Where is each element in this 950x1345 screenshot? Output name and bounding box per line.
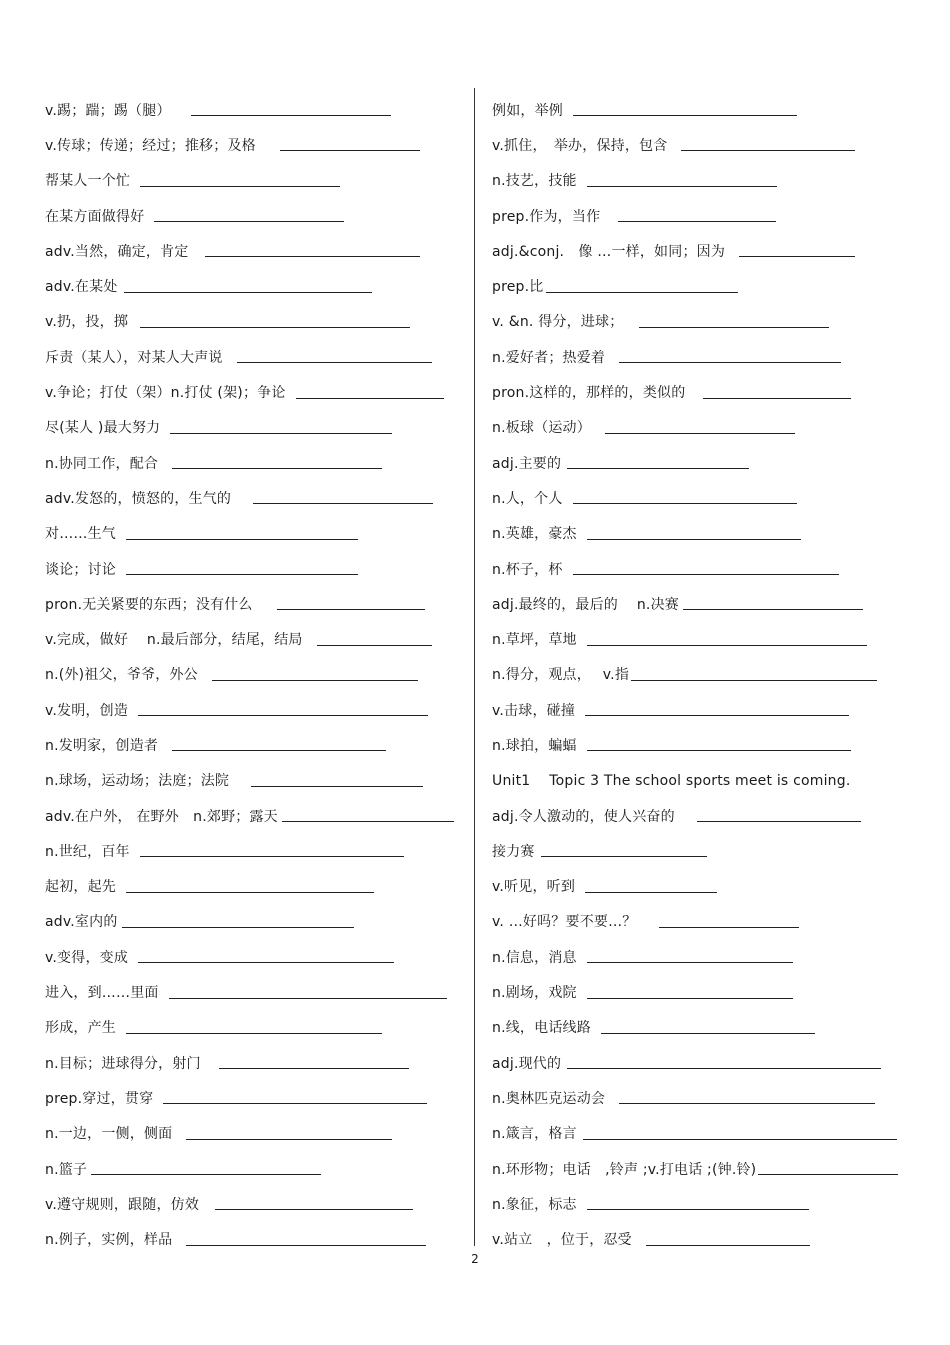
vocab-label: n.爱好者；热爱着 <box>492 349 606 366</box>
vocab-item <box>45 198 465 233</box>
vocab-item <box>492 1116 912 1151</box>
vocab-label: v.发明，创造 <box>45 702 129 719</box>
vocab-item <box>45 551 465 586</box>
vocab-item <box>45 1045 465 1080</box>
vocab-item <box>492 586 912 621</box>
vocab-label: n.篮子 <box>45 1161 88 1178</box>
answer-blank[interactable] <box>541 856 707 857</box>
vocab-item <box>492 798 912 833</box>
answer-blank[interactable] <box>739 256 855 257</box>
vocab-label: prep.作为，当作 <box>492 208 601 225</box>
vocab-item <box>45 763 465 798</box>
vocab-label: n.信息，消息 <box>492 949 577 966</box>
answer-blank[interactable] <box>170 433 392 434</box>
answer-blank[interactable] <box>126 574 358 575</box>
vocab-label: prep.穿过，贯穿 <box>45 1090 154 1107</box>
answer-blank[interactable] <box>587 998 793 999</box>
answer-blank[interactable] <box>619 1103 875 1104</box>
answer-blank[interactable] <box>186 1245 426 1246</box>
unit-heading <box>492 763 912 798</box>
answer-blank[interactable] <box>587 750 851 751</box>
answer-blank[interactable] <box>124 292 372 293</box>
vocab-label: adv.在某处 <box>45 279 118 296</box>
vocab-label: v.踢；踹；踢（腿） <box>45 102 171 119</box>
answer-blank[interactable] <box>140 856 404 857</box>
vocab-item <box>492 692 912 727</box>
vocab-label: adj.&conj. 像 …一样，如同；因为 <box>492 243 726 260</box>
answer-blank[interactable] <box>237 362 432 363</box>
vocab-item <box>45 445 465 480</box>
answer-blank[interactable] <box>154 221 344 222</box>
vocab-item <box>45 374 465 409</box>
vocab-label: 帮某人一个忙 <box>45 173 131 190</box>
vocab-label: 斥责（某人），对某人大声说 <box>45 349 223 366</box>
vocab-label: v.传球；传递；经过；推移；及格 <box>45 137 256 154</box>
vocab-label: n.人，个人 <box>492 490 563 507</box>
vocab-label: adv.在户外， 在野外 n.郊野；露天 <box>45 808 278 825</box>
answer-blank[interactable] <box>585 892 717 893</box>
answer-blank[interactable] <box>567 1068 881 1069</box>
answer-blank[interactable] <box>251 786 423 787</box>
vocab-label: n.剧场，戏院 <box>492 985 577 1002</box>
answer-blank[interactable] <box>191 115 391 116</box>
vocab-item <box>492 516 912 551</box>
vocab-item <box>492 445 912 480</box>
answer-blank[interactable] <box>646 1245 810 1246</box>
answer-blank[interactable] <box>280 150 420 151</box>
vocab-label: adv.发怒的，愤怒的，生气的 <box>45 490 232 507</box>
answer-blank[interactable] <box>186 1139 392 1140</box>
vocab-label: adv.当然，确定，肯定 <box>45 243 189 260</box>
answer-blank[interactable] <box>215 1209 413 1210</box>
answer-blank[interactable] <box>277 609 425 610</box>
answer-blank[interactable] <box>587 962 793 963</box>
vocab-label: 谈论；讨论 <box>45 561 116 578</box>
vocab-item <box>45 727 465 762</box>
vocab-label: v.变得，变成 <box>45 949 129 966</box>
answer-blank[interactable] <box>585 715 849 716</box>
vocab-label: n.协同工作，配合 <box>45 455 159 472</box>
vocab-label: n.技艺，技能 <box>492 173 577 190</box>
vocab-item <box>45 92 465 127</box>
vocab-item <box>45 586 465 621</box>
vocab-label: n.箴言，格言 <box>492 1126 577 1143</box>
answer-blank[interactable] <box>205 256 420 257</box>
vocab-item <box>45 657 465 692</box>
vocab-label: n.线，电话线路 <box>492 1020 591 1037</box>
unit-heading-text: Unit1 Topic 3 The school sports meet is coming. <box>492 773 851 790</box>
answer-blank[interactable] <box>138 715 428 716</box>
answer-blank[interactable] <box>172 468 382 469</box>
vocab-item <box>492 904 912 939</box>
vocab-label: n.英雄，豪杰 <box>492 526 577 543</box>
vocab-item <box>45 692 465 727</box>
answer-blank[interactable] <box>697 821 861 822</box>
vocab-item <box>45 339 465 374</box>
vocab-item <box>45 480 465 515</box>
answer-blank[interactable] <box>163 1103 427 1104</box>
vocab-label: n.得分，观点， v.指 <box>492 667 630 684</box>
answer-blank[interactable] <box>573 574 839 575</box>
vocab-label: 接力赛 <box>492 843 535 860</box>
vocab-label: v.完成，做好 n.最后部分，结尾，结局 <box>45 632 303 649</box>
answer-blank[interactable] <box>573 503 797 504</box>
answer-blank[interactable] <box>140 186 340 187</box>
vocab-item <box>45 516 465 551</box>
vocab-item <box>492 92 912 127</box>
answer-blank[interactable] <box>122 927 354 928</box>
answer-blank[interactable] <box>91 1174 321 1175</box>
vocab-label: adj.令人激动的，使人兴奋的 <box>492 808 675 825</box>
vocab-item <box>45 1151 465 1186</box>
vocab-item <box>492 657 912 692</box>
vocab-item <box>492 410 912 445</box>
vocab-item <box>492 974 912 1009</box>
vocab-item <box>45 304 465 339</box>
vocab-item <box>492 304 912 339</box>
vocab-label: n.例子，实例，样品 <box>45 1232 173 1249</box>
vocab-item <box>492 1080 912 1115</box>
vocab-label: 在某方面做得好 <box>45 208 145 225</box>
vocab-item <box>492 268 912 303</box>
vocab-label: 形成，产生 <box>45 1020 116 1037</box>
answer-blank[interactable] <box>253 503 433 504</box>
vocab-label: n.球拍，蝙蝠 <box>492 737 577 754</box>
vocab-label: n.草坪，草地 <box>492 632 577 649</box>
answer-blank[interactable] <box>601 1033 815 1034</box>
vocab-label: adv.室内的 <box>45 914 118 931</box>
vocab-label: v. &n. 得分，进球； <box>492 314 624 331</box>
vocab-item <box>45 904 465 939</box>
vocab-label: v.站立 ，位于，忍受 <box>492 1232 632 1249</box>
vocab-label: n.球场，运动场；法庭；法院 <box>45 773 230 790</box>
vocab-label: adj.现代的 <box>492 1055 562 1072</box>
answer-blank[interactable] <box>169 998 447 999</box>
vocab-label: n.环形物；电话 ,铃声 ;v.打电话 ;(钟.铃) <box>492 1161 757 1178</box>
vocab-label: 尽(某人 )最大努力 <box>45 420 161 437</box>
vocab-item <box>45 233 465 268</box>
vocab-item <box>45 410 465 445</box>
answer-blank[interactable] <box>219 1068 409 1069</box>
vocab-item <box>492 374 912 409</box>
vocab-item <box>45 163 465 198</box>
vocab-item <box>45 833 465 868</box>
vocab-label: v.听见，听到 <box>492 879 576 896</box>
vocab-item <box>45 268 465 303</box>
vocab-item <box>492 727 912 762</box>
answer-blank[interactable] <box>587 186 777 187</box>
answer-blank[interactable] <box>605 433 795 434</box>
answer-blank[interactable] <box>681 150 855 151</box>
vocab-label: pron.这样的，那样的，类似的 <box>492 385 686 402</box>
answer-blank[interactable] <box>758 1174 898 1175</box>
vocab-item <box>45 798 465 833</box>
vocab-label: v.抓住， 举办，保持，包含 <box>492 137 668 154</box>
answer-blank[interactable] <box>126 539 358 540</box>
vocab-label: v.遵守规则，跟随，仿效 <box>45 1196 200 1213</box>
answer-blank[interactable] <box>639 327 829 328</box>
answer-blank[interactable] <box>317 645 432 646</box>
answer-blank[interactable] <box>703 398 851 399</box>
answer-blank[interactable] <box>546 292 738 293</box>
vocab-label: adj.最终的，最后的 n.决赛 <box>492 596 679 613</box>
vocab-label: n.一边，一侧，侧面 <box>45 1126 173 1143</box>
right-vocab-column <box>492 92 912 1257</box>
vocab-label: 对……生气 <box>45 526 116 543</box>
left-vocab-column <box>45 92 465 1257</box>
vocab-label: v.击球，碰撞 <box>492 702 576 719</box>
answer-blank[interactable] <box>583 1139 897 1140</box>
vocab-item <box>492 480 912 515</box>
vocab-item <box>492 869 912 904</box>
vocab-label: 进入，到……里面 <box>45 985 159 1002</box>
answer-blank[interactable] <box>619 362 841 363</box>
vocab-item <box>492 127 912 162</box>
column-divider <box>474 88 475 1246</box>
vocab-label: prep.比 <box>492 279 544 296</box>
vocab-item <box>45 1186 465 1221</box>
vocab-label: n.目标；进球得分，射门 <box>45 1055 201 1072</box>
vocab-item <box>492 198 912 233</box>
answer-blank[interactable] <box>172 750 386 751</box>
answer-blank[interactable] <box>587 645 867 646</box>
vocab-label: adj.主要的 <box>492 455 562 472</box>
answer-blank[interactable] <box>587 539 801 540</box>
vocab-item <box>492 1151 912 1186</box>
vocab-item <box>492 339 912 374</box>
answer-blank[interactable] <box>631 680 877 681</box>
answer-blank[interactable] <box>567 468 749 469</box>
vocab-item <box>492 233 912 268</box>
answer-blank[interactable] <box>659 927 799 928</box>
answer-blank[interactable] <box>138 962 394 963</box>
answer-blank[interactable] <box>140 327 410 328</box>
answer-blank[interactable] <box>296 398 444 399</box>
vocab-item <box>492 939 912 974</box>
answer-blank[interactable] <box>618 221 776 222</box>
vocab-label: 起初，起先 <box>45 879 116 896</box>
vocab-item <box>45 1010 465 1045</box>
vocab-label: v.争论；打仗（架）n.打仗 (架)；争论 <box>45 385 286 402</box>
vocab-item <box>45 974 465 1009</box>
answer-blank[interactable] <box>683 609 863 610</box>
answer-blank[interactable] <box>573 115 797 116</box>
vocab-label: n.杯子，杯 <box>492 561 563 578</box>
vocab-label: n.(外)祖父，爷爷，外公 <box>45 667 198 684</box>
vocab-item <box>492 163 912 198</box>
vocab-item <box>45 1080 465 1115</box>
vocab-item <box>45 1116 465 1151</box>
answer-blank[interactable] <box>282 821 454 822</box>
vocab-item <box>492 621 912 656</box>
vocab-item <box>45 939 465 974</box>
vocab-item <box>492 1045 912 1080</box>
vocab-item <box>492 551 912 586</box>
vocab-label: pron.无关紧要的东西；没有什么 <box>45 596 253 613</box>
vocab-item <box>45 127 465 162</box>
vocab-label: n.世纪，百年 <box>45 843 130 860</box>
page-number: 2 <box>471 1252 479 1266</box>
vocab-label: 例如，举例 <box>492 102 563 119</box>
vocab-label: n.板球（运动） <box>492 420 591 437</box>
answer-blank[interactable] <box>212 680 418 681</box>
vocab-label: v. …好吗？要不要…？ <box>492 914 637 931</box>
vocab-item <box>45 869 465 904</box>
vocab-item <box>492 1010 912 1045</box>
vocab-label: v.扔，投，掷 <box>45 314 129 331</box>
answer-blank[interactable] <box>587 1209 809 1210</box>
vocab-item <box>45 621 465 656</box>
vocab-item <box>492 833 912 868</box>
answer-blank[interactable] <box>126 892 374 893</box>
vocab-item <box>492 1186 912 1221</box>
answer-blank[interactable] <box>126 1033 382 1034</box>
vocab-label: n.象征，标志 <box>492 1196 577 1213</box>
vocab-label: n.奥林匹克运动会 <box>492 1090 606 1107</box>
vocab-label: n.发明家，创造者 <box>45 737 159 754</box>
